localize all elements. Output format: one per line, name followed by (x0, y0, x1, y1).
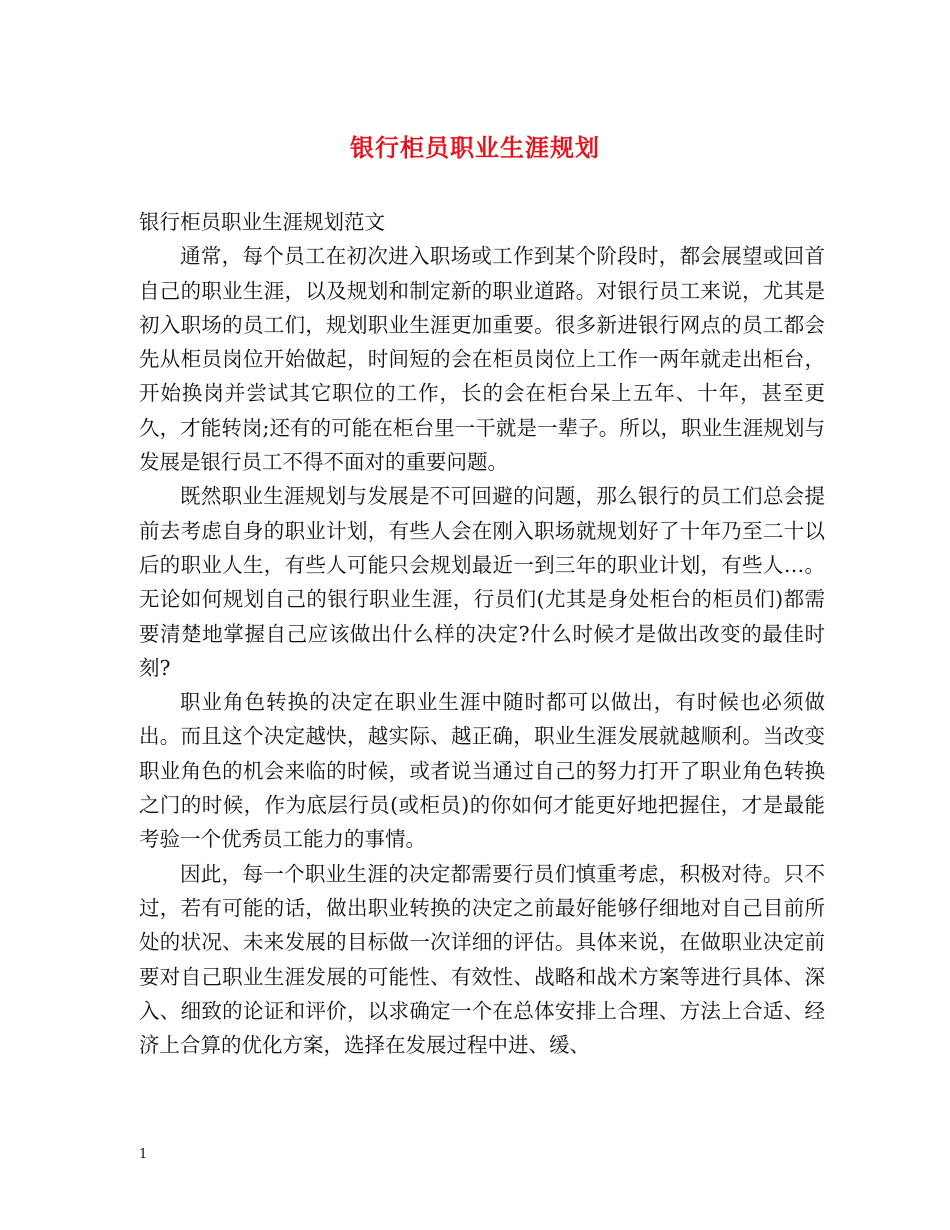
document-body (139, 205, 825, 1062)
paragraph-3: 职业角色转换的决定在职业生涯中随时都可以做出，有时候也必须做出。而且这个决定越快，越实际、越正确，职业生涯发展就越顺利。当改变职业角色的机会来临的时候，或者说当通过自己的努力打开了职业角色转换之门的时候，作为底层行员(或柜员)的你如何才能更好地把握住，才是最能考验一个优秀员工能力的事情。 (139, 690, 825, 852)
document-title: 银行柜员职业生涯规划 (350, 133, 600, 162)
paragraph-4: 因此，每一个职业生涯的决定都需要行员们慎重考虑，积极对待。只不过，若有可能的话，做出职业转换的决定之前最好能够仔细地对自己目前所处的状况、未来发展的目标做一次详细的评估。具体来说，在做职业决定前要对自己职业生涯发展的可能性、有效性、战略和战术方案等进行具体、深入、细致的论证和评价，以求确定一个在总体安排上合理、方法上合适、经济上合算的优化方案，选择在发展过程中进、缓、 (139, 861, 825, 1058)
document-subtitle: 银行柜员职业生涯规划范文 (139, 210, 385, 234)
page-number: 1 (139, 1147, 148, 1162)
paragraph-2: 既然职业生涯规划与发展是不可回避的问题，那么银行的员工们总会提前去考虑自身的职业计划，有些人会在刚入职场就规划好了十年乃至二十以后的职业人生，有些人可能只会规划最近一到三年的职业计划，有些人…。无论如何规划自己的银行职业生涯，行员们(尤其是身处柜台的柜员们)都需要清楚地掌握自己应该做出什么样的决定?什么时候才是做出改变的最佳时刻? (139, 484, 825, 680)
paragraph-1: 通常，每个员工在初次进入职场或工作到某个阶段时，都会展望或回首自己的职业生涯，以及规划和制定新的职业道路。对银行员工来说，尤其是初入职场的员工们，规划职业生涯更加重要。很多新进银行网点的员工都会先从柜员岗位开始做起，时间短的会在柜员岗位上工作一两年就走出柜台，开始换岗并尝试其它职位的工作，长的会在柜台呆上五年、十年，甚至更久，才能转岗;还有的可能在柜台里一干就是一辈子。所以，职业生涯规划与发展是银行员工不得不面对的重要问题。 (139, 244, 825, 475)
